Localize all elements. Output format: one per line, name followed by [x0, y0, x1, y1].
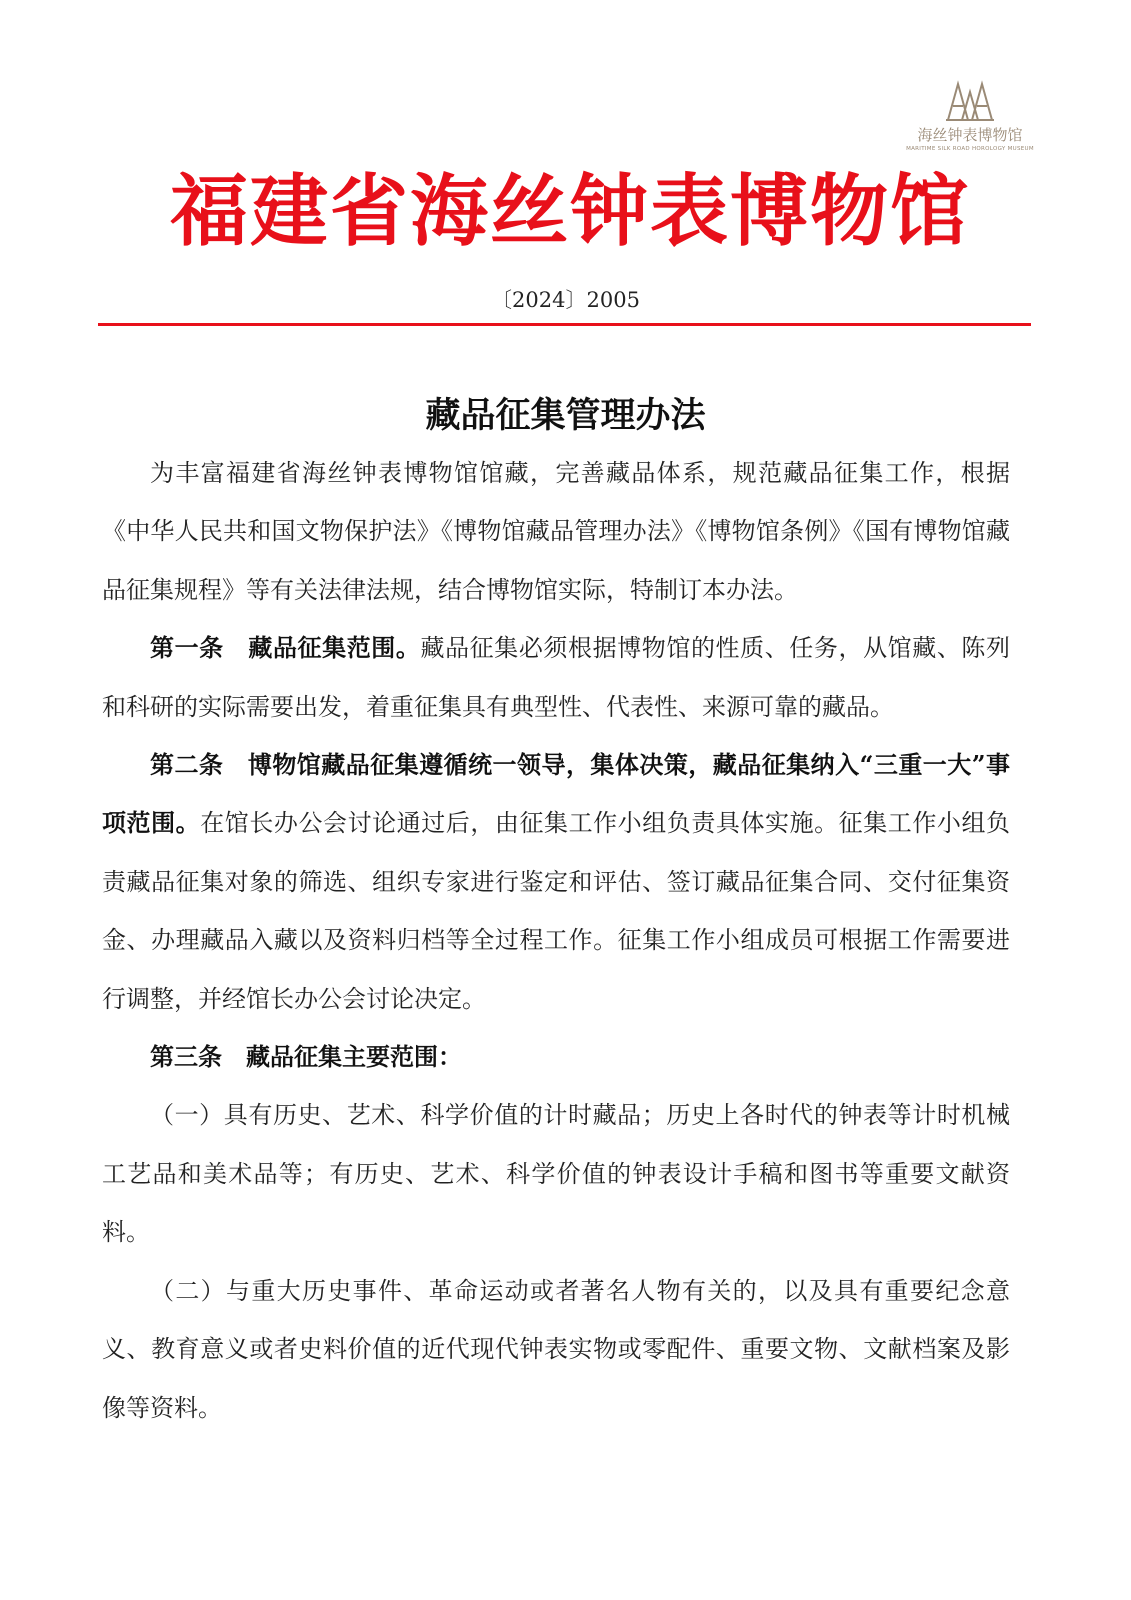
museum-logo — [905, 78, 1035, 156]
doc-number: 〔2024〕2005 — [491, 288, 640, 312]
article-2-text: 在馆长办公会讨论通过后，由征集工作小组负责具体实施。征集工作小组负责藏品征集对象的筛选、组织专家进行鉴定和评估、签订藏品征集合同、交付征集资金、办理藏品入藏以及资料归档等全过程工作。征集工作小组成员可根据工作需要进行调整，并经馆长办公会讨论决定。 — [102, 809, 1011, 1013]
doc-title: 藏品征集管理办法 — [425, 396, 706, 436]
article-2-heading: 第二条 博物馆藏品征集遵循统一领导，集体决策，藏品征集纳入“三重一大”事项范围。 — [102, 750, 1010, 838]
article-3-item-2: （二）与重大历史事件、革命运动或者著名人物有关的，以及具有重要纪念意义、教育意义或者史料价值的近代现代钟表实物或零配件、重要文物、文献档案及影像等资料。 — [102, 1276, 1010, 1422]
article-2 — [102, 736, 1010, 1028]
article-1-heading: 第一条 藏品征集范围。 — [150, 633, 421, 663]
article-1-text: 藏品征集必须根据博物馆的性质、任务，从馆藏、陈列和科研的实际需要出发，着重征集具有典型性、代表性、来源可靠的藏品。 — [102, 634, 1011, 721]
intro-paragraph: 为丰富福建省海丝钟表博物馆馆藏，完善藏品体系，规范藏品征集工作，根据《中华人民共和国文物保护法》《博物馆藏品管理办法》《博物馆条例》《国有博物馆藏品征集规程》等有关法律法规，结合博物馆实际，特制订本办法。 — [102, 459, 1010, 604]
logo-name-en: MARITIME SILK ROAD HOROLOGY MUSEUM — [906, 146, 1034, 152]
article-3 — [102, 1028, 1010, 1086]
article-1 — [102, 619, 1010, 736]
header-divider — [98, 323, 1031, 326]
org-title: 福建省海丝钟表博物馆 — [169, 167, 970, 257]
logo-name-cn: 海丝钟表博物馆 — [917, 126, 1023, 144]
article-3-heading: 第三条 藏品征集主要范围： — [150, 1042, 462, 1072]
museum-building-icon — [944, 78, 996, 122]
document-body — [102, 444, 1010, 1437]
article-3-item-1: （一）具有历史、艺术、科学价值的计时藏品；历史上各时代的钟表等计时机械工艺品和美术品等；有历史、艺术、科学价值的钟表设计手稿和图书等重要文献资料。 — [102, 1101, 1010, 1247]
